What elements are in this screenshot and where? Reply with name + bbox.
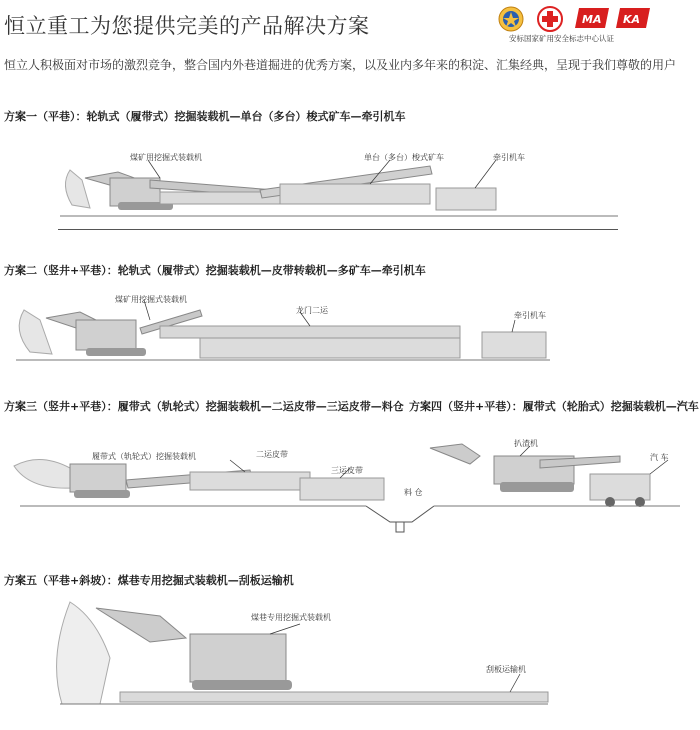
intro-paragraph: 恒立人积极面对市场的激烈竞争，整合国内外巷道掘进的优秀方案，以及业内多年来的积淀、汇集经典，呈现于我们尊敬的用户 — [4, 58, 677, 72]
plan-2-diagram — [0, 290, 700, 370]
ka-badge-icon — [616, 6, 650, 34]
label-bin: 料 仓 — [404, 488, 423, 497]
label-roadway-loader: 煤巷专用挖掘式装载机 — [251, 613, 331, 622]
label-second-belt: 二运皮带 — [256, 450, 288, 459]
page-title: 恒立重工为您提供完美的产品解决方案 — [4, 14, 370, 38]
label-coal-loader: 煤矿用挖掘式装载机 — [130, 153, 202, 162]
label-scraper-conveyor: 刮板运输机 — [486, 665, 526, 674]
plan-5-diagram — [0, 598, 700, 718]
label-gantry-conveyor: 龙门二运 — [296, 306, 328, 315]
label-crawler-loader: 履带式（轨轮式）挖掘装载机 — [92, 452, 196, 461]
plan-5-title: 方案五（平巷+斜坡）：煤巷专用挖掘式装载机—刮板运输机 — [4, 574, 294, 587]
plan-4-title: 方案四（竖井+平巷）：履带式（轮胎式）挖掘装载机—汽车 — [409, 400, 699, 413]
label-third-belt: 三运皮带 — [331, 466, 363, 475]
label-shuttle-car: 单台（多台）梭式矿车 — [364, 153, 444, 162]
divider — [58, 229, 618, 230]
plan-3-title: 方案三（竖井+平巷）：履带式（轨轮式）挖掘装载机—二运皮带—三运皮带—料仓 — [4, 400, 404, 413]
plan-1-diagram — [0, 140, 700, 240]
ma-badge-icon — [575, 6, 609, 34]
red-cross-safety-icon — [537, 6, 563, 36]
label-locomotive-2: 牵引机车 — [514, 311, 546, 320]
plan-2-title: 方案二（竖井+平巷）：轮轨式（履带式）挖掘装载机—皮带转载机—多矿车—牵引机车 — [4, 264, 426, 277]
safety-emblem-icon — [498, 6, 524, 36]
certification-text: 安标国家矿用安全标志中心认证 — [509, 34, 614, 43]
label-locomotive: 牵引机车 — [493, 153, 525, 162]
label-mucker: 扒渣机 — [514, 439, 538, 448]
plan-3-diagram — [0, 430, 700, 540]
svg-text:MA: MA — [582, 13, 602, 26]
svg-text:KA: KA — [623, 13, 641, 26]
plan-1-title: 方案一（平巷）：轮轨式（履带式）挖掘装载机—单台（多台）梭式矿车—牵引机车 — [4, 110, 406, 123]
label-truck: 汽 车 — [650, 453, 669, 462]
label-coal-loader-2: 煤矿用挖掘式装载机 — [115, 295, 187, 304]
